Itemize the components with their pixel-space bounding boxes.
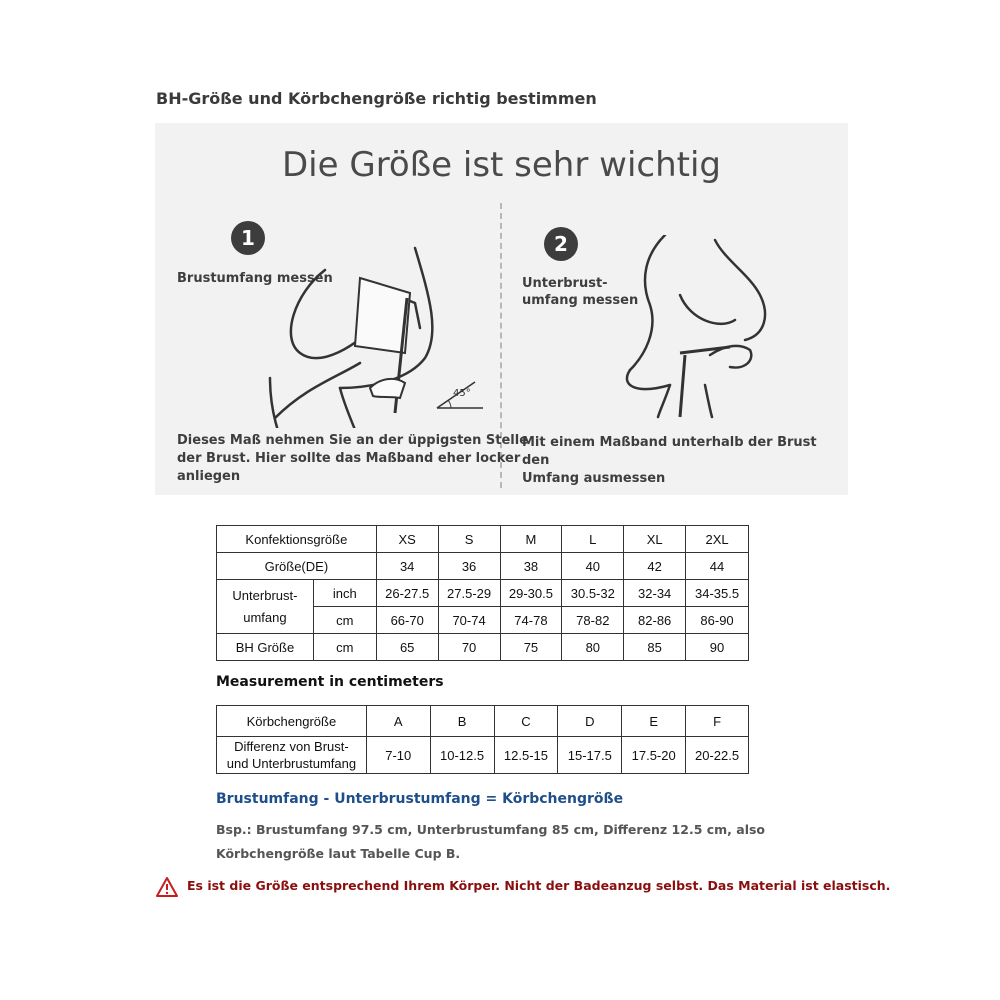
measurement-guide-panel xyxy=(155,123,848,495)
table-cell: cm xyxy=(313,634,376,661)
elastic-material-warning: Es ist die Größe entsprechend Ihrem Körper. Nicht der Badeanzug selbst. Das Material ist elastisch. xyxy=(187,878,891,893)
table-cell: 42 xyxy=(624,553,686,580)
table-cell: 34 xyxy=(376,553,438,580)
table-cell: 17.5-20 xyxy=(622,737,686,774)
example-line: Bsp.: Brustumfang 97.5 cm, Unterbrustumfang 85 cm, Differenz 12.5 cm, also xyxy=(216,822,766,837)
step1-description-line: Dieses Maß nehmen Sie an der üppigsten Stelle xyxy=(177,433,529,448)
example-line: Körbchengröße laut Tabelle Cup B. xyxy=(216,846,461,861)
table-cell: Größe(DE) xyxy=(217,553,377,580)
table-cell: 90 xyxy=(686,634,749,661)
step2-description-line: Umfang ausmessen xyxy=(522,471,666,486)
table-cell: 70-74 xyxy=(438,607,500,634)
table-cell: 40 xyxy=(562,553,624,580)
table-cell: E xyxy=(622,706,686,737)
cup-size-table xyxy=(216,705,749,774)
step2-description-line: Mit einem Maßband unterhalb der Brust den xyxy=(522,435,817,468)
table-cell: 82-86 xyxy=(624,607,686,634)
table-cell xyxy=(217,737,367,774)
step1-description-line: der Brust. Hier sollte das Maßband eher locker xyxy=(177,451,521,466)
angle-label: 45° xyxy=(453,388,471,399)
step1-description-line: anliegen xyxy=(177,469,241,484)
step2-label-line: umfang messen xyxy=(522,293,639,308)
step1-number-badge: 1 xyxy=(231,221,265,255)
table-row xyxy=(217,737,749,774)
table-row xyxy=(217,580,749,607)
step2-number-badge: 2 xyxy=(544,227,578,261)
table-cell: L xyxy=(562,526,624,553)
table-cell: B xyxy=(430,706,494,737)
table-cell: Konfektionsgröße xyxy=(217,526,377,553)
table-cell: 66-70 xyxy=(376,607,438,634)
panel-title: Die Größe ist sehr wichtig xyxy=(282,145,721,185)
table-cell: 74-78 xyxy=(500,607,562,634)
table-cell: 20-22.5 xyxy=(686,737,749,774)
page-heading: BH-Größe und Körbchengröße richtig bestimmen xyxy=(156,89,597,108)
table-cell: 78-82 xyxy=(562,607,624,634)
table-cell: 32-34 xyxy=(624,580,686,607)
step1-description xyxy=(177,432,528,486)
table-cell: BH Größe xyxy=(217,634,314,661)
table-cell: 30.5-32 xyxy=(562,580,624,607)
table-cell: 26-27.5 xyxy=(376,580,438,607)
table-cell: 38 xyxy=(500,553,562,580)
table-cell: D xyxy=(558,706,622,737)
step1-label: Brustumfang messen xyxy=(177,271,333,286)
size-table xyxy=(216,525,749,661)
warning-triangle-icon xyxy=(155,876,179,898)
cup-size-formula: Brustumfang - Unterbrustumfang = Körbchengröße xyxy=(216,791,624,807)
table-cell: 70 xyxy=(438,634,500,661)
table-row xyxy=(217,706,749,737)
table-row xyxy=(217,553,749,580)
table-cell: Körbchengröße xyxy=(217,706,367,737)
table-cell: inch xyxy=(313,580,376,607)
table-cell: 65 xyxy=(376,634,438,661)
table-cell: 75 xyxy=(500,634,562,661)
table-cell: 7-10 xyxy=(366,737,430,774)
step2-description xyxy=(522,434,848,488)
table-cell: C xyxy=(494,706,558,737)
table-cell: 2XL xyxy=(686,526,749,553)
table-cell: S xyxy=(438,526,500,553)
table-cell: 36 xyxy=(438,553,500,580)
table-cell: 29-30.5 xyxy=(500,580,562,607)
table-cell: 80 xyxy=(562,634,624,661)
table-cell: 27.5-29 xyxy=(438,580,500,607)
table-cell: 85 xyxy=(624,634,686,661)
table-cell: 10-12.5 xyxy=(430,737,494,774)
table-cell: A xyxy=(366,706,430,737)
table-cell: 34-35.5 xyxy=(686,580,749,607)
table-cell: 44 xyxy=(686,553,749,580)
table-row xyxy=(217,634,749,661)
table-cell: XL xyxy=(624,526,686,553)
table-cell: cm xyxy=(313,607,376,634)
table-cell: XS xyxy=(376,526,438,553)
table-cell: 12.5-15 xyxy=(494,737,558,774)
table-cell: 15-17.5 xyxy=(558,737,622,774)
table-cell: M xyxy=(500,526,562,553)
step2-label-line: Unterbrust- xyxy=(522,276,608,291)
table-cell xyxy=(217,580,314,634)
table-cell: F xyxy=(686,706,749,737)
measurement-note: Measurement in centimeters xyxy=(216,674,444,690)
underbust-measure-illustration xyxy=(610,235,790,420)
table-row xyxy=(217,526,749,553)
diff-label-line: und Unterbrustumfang xyxy=(226,756,357,771)
table-cell: 86-90 xyxy=(686,607,749,634)
underbust-label-line: Unterbrust- xyxy=(232,587,298,603)
underbust-label-line: umfang xyxy=(243,609,287,625)
diff-label-line: Differenz von Brust- xyxy=(234,739,349,754)
